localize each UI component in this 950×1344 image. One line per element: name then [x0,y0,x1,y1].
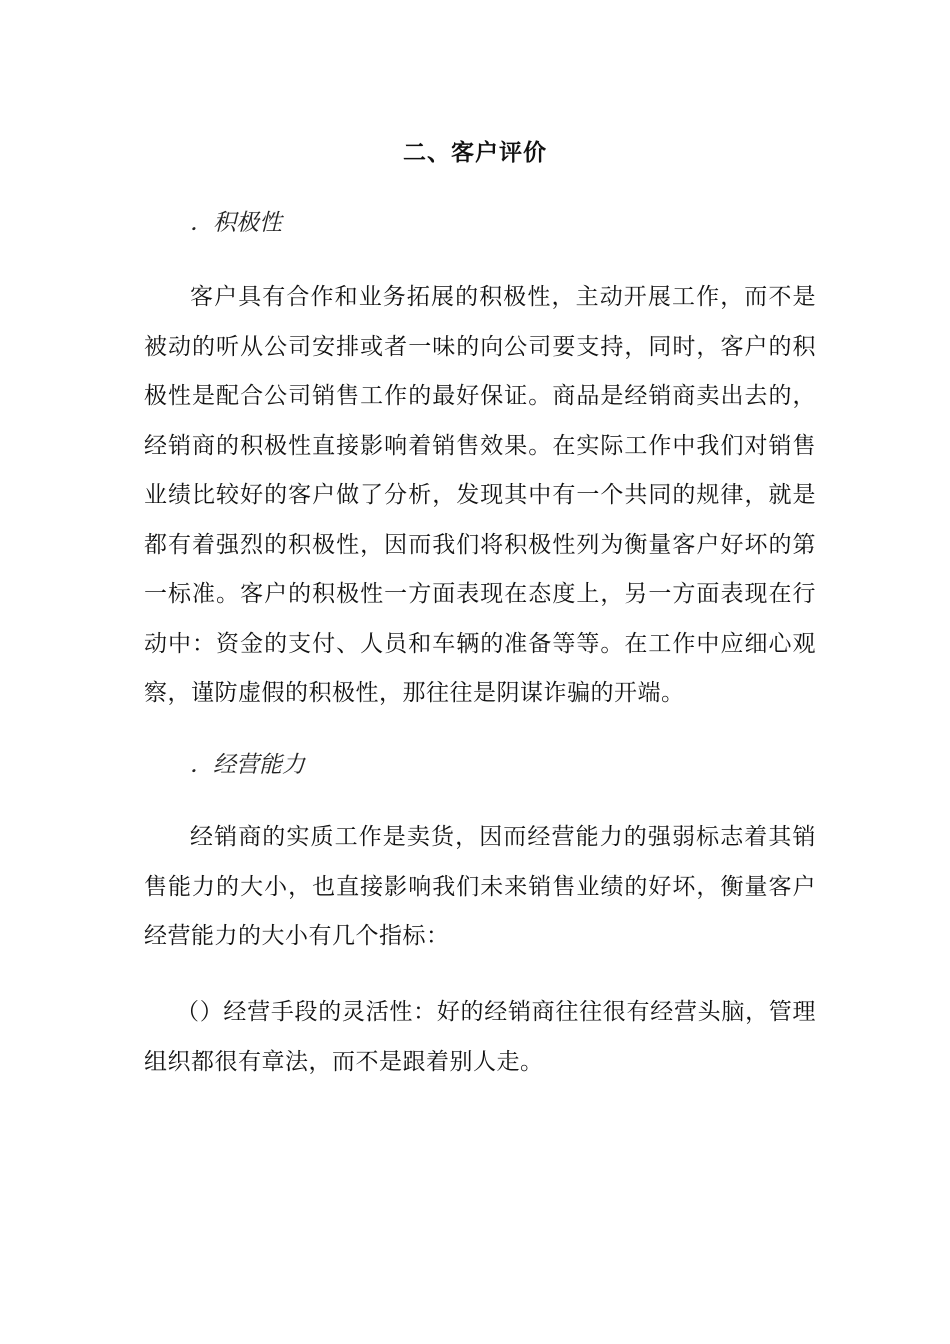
subheading-initiative: ．积极性 [190,210,282,236]
paragraph-business-capability: 经销商的实质工作是卖货，因而经营能力的强弱标志着其销售能力的大小，也直接影响我们未来销售业绩的好坏，衡量客户经营能力的大小有几个指标： [144,824,816,949]
paragraph-initiative: 客户具有合作和业务拓展的积极性，主动开展工作，而不是被动的听从公司安排或者一味的向公司要支持，同时，客户的积极性是配合公司销售工作的最好保证。商品是经销商卖出去的，经销商的积极性直接影响着销售效果。在实际工作中我们对销售业绩比较好的客户做了分析，发现其中有一个共同的规律，就是都有着强烈的积极性，因而我们将积极性列为衡量客户好坏的第一标准。客户的积极性一方面表现在态度上，另一方面表现在行动中：资金的支付、人员和车辆的准备等等。在工作中应细心观察，谨防虚假的积极性，那往往是阴谋诈骗的开端。 [144,284,816,706]
section-title: 二、客户评价 [403,139,547,166]
paragraph-flexibility-item: （）经营手段的灵活性：好的经销商往往很有经营头脑，管理组织都很有章法，而不是跟着别人走。 [144,999,816,1075]
subheading-business-capability: ．经营能力 [190,752,305,778]
